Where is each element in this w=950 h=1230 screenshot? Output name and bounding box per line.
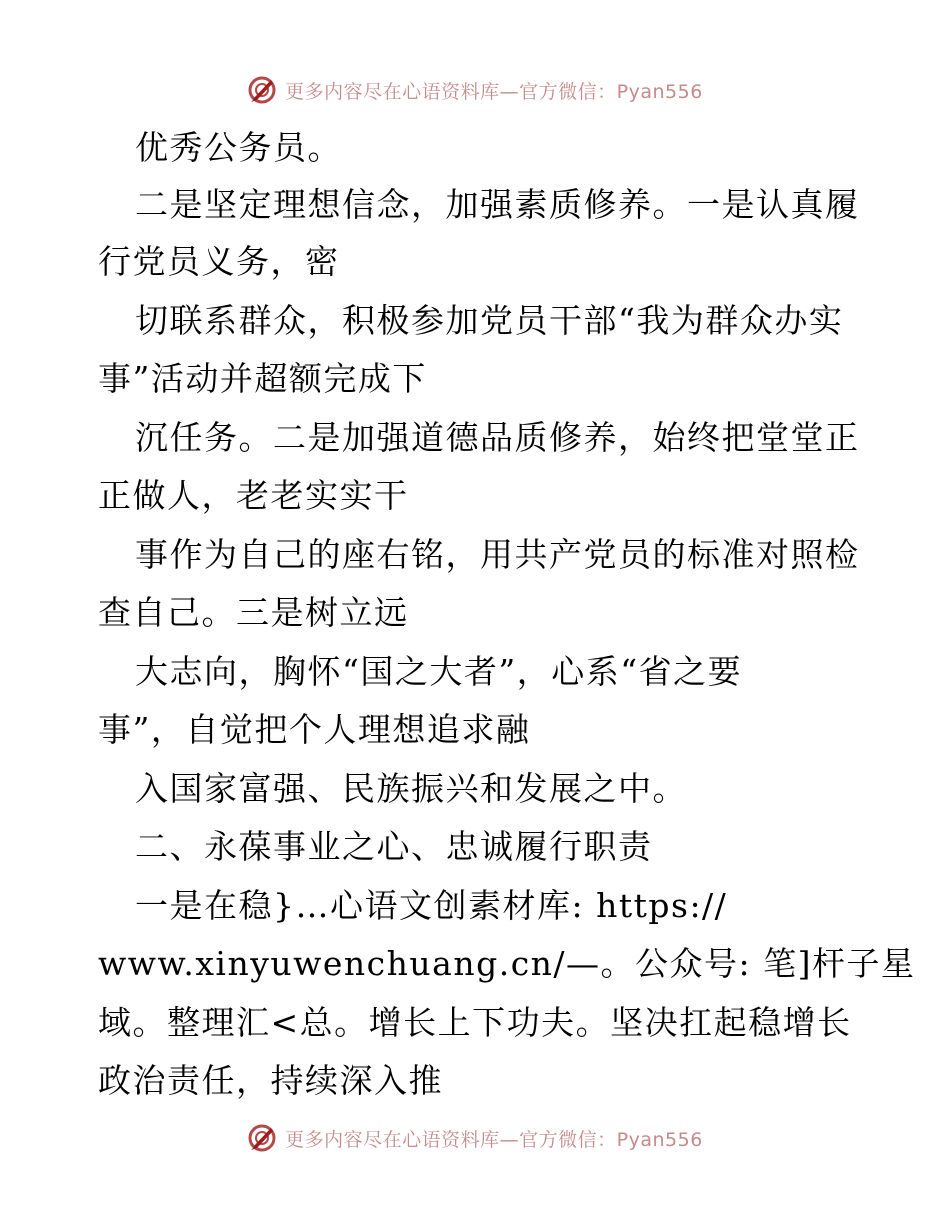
body-line: 沉任务。二是加强道德品质修养，始终把堂堂正 bbox=[135, 418, 860, 457]
footer-banner-text: 更多内容尽在心语资料库—官方微信：Pyan556 bbox=[285, 1128, 703, 1151]
body-line: 域。整理汇<总。增长上下功夫。坚决扛起稳增长 bbox=[98, 1003, 852, 1042]
body-line: 查自己。三是树立远 bbox=[98, 593, 409, 632]
quill-pen-logo-icon bbox=[247, 1123, 277, 1153]
header-banner-text: 更多内容尽在心语资料库—官方微信：Pyan556 bbox=[285, 80, 703, 103]
body-line: 入国家富强、民族振兴和发展之中。 bbox=[135, 769, 687, 808]
body-line: 正做人，老老实实干 bbox=[98, 476, 409, 515]
body-line: 事”活动并超额完成下 bbox=[98, 359, 427, 398]
body-line: 事”，自觉把个人理想追求融 bbox=[98, 710, 531, 749]
body-line: 大志向，胸怀“国之大者”，心系“省之要 bbox=[135, 652, 743, 691]
body-line: 事作为自己的座右铭，用共产党员的标准对照检 bbox=[135, 535, 860, 574]
body-line: 切联系群众，积极参加党员干部“我为群众办实 bbox=[135, 301, 844, 340]
footer-banner bbox=[0, 1118, 950, 1158]
body-line: 一是在稳}…心语文创素材库: https:// bbox=[135, 886, 728, 925]
body-line: 二是坚定理想信念，加强素质修养。一是认真履 bbox=[135, 185, 860, 224]
section-heading: 二、永葆事业之心、忠诚履行职责 bbox=[135, 827, 653, 866]
body-line: 优秀公务员。 bbox=[135, 128, 342, 167]
body-line: 行党员义务，密 bbox=[98, 242, 340, 281]
body-line: 政治责任，持续深入推 bbox=[98, 1061, 443, 1100]
body-line: www.xinyuwenchuang.cn/—。公众号: 笔]杆子星 bbox=[98, 944, 916, 983]
